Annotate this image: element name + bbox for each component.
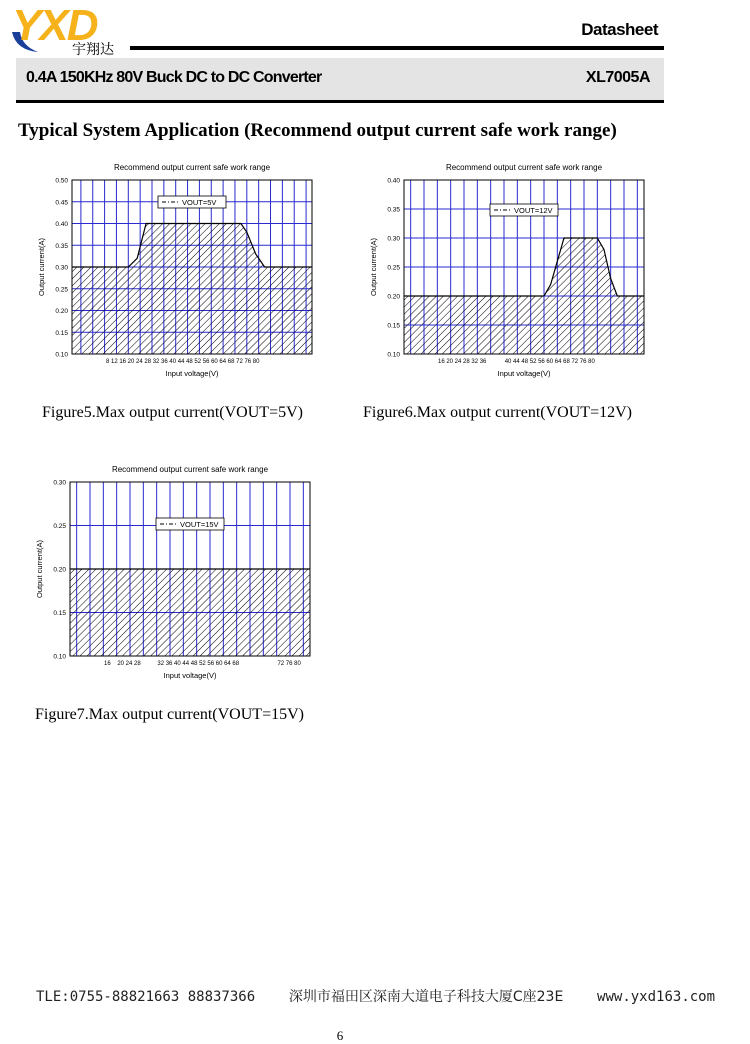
y-tick-label: 0.35 (55, 242, 68, 250)
figure6-caption: Figure6.Max output current(VOUT=12V) (363, 404, 632, 421)
figure7-caption: Figure7.Max output current(VOUT=15V) (35, 706, 304, 723)
header-rule (130, 46, 664, 50)
safe-area (70, 569, 310, 656)
y-tick-label: 0.40 (387, 177, 400, 185)
y-tick-label: 0.10 (387, 351, 400, 359)
chart-title: Recommend output current safe work range (113, 163, 271, 172)
y-tick-label: 0.35 (387, 206, 400, 214)
y-tick-label: 0.30 (387, 235, 400, 243)
y-tick-label: 0.10 (53, 653, 66, 661)
page-number: 6 (336, 1028, 344, 1043)
y-axis-label: Output current(A) (37, 238, 46, 296)
x-axis-label: Input voltage(V) (163, 671, 217, 680)
y-tick-label: 0.10 (55, 351, 68, 359)
safe-area (72, 224, 312, 355)
y-tick-label: 0.25 (387, 264, 400, 272)
y-tick-label: 0.15 (55, 329, 68, 337)
company-logo (8, 2, 138, 56)
logo-subtext: 宇翔达 (72, 42, 114, 58)
y-tick-label: 0.20 (387, 293, 400, 301)
chart-title: Recommend output current safe work range (445, 163, 603, 172)
y-tick-label: 0.40 (55, 221, 68, 228)
footer-address: 深圳市福田区深南大道电子科技大厦C座23E (288, 989, 564, 1005)
footer-phone: TLE:0755-88821663 88837366 (36, 989, 256, 1005)
doc-type-label: Datasheet (581, 20, 658, 39)
x-tick-labels: 16 20 24 28 32 36 40 44 48 52 56 60 64 68 72 76 80 (438, 359, 595, 365)
x-axis-label: Input voltage(V) (497, 369, 551, 378)
part-number: XL7005A (585, 69, 650, 86)
section-title: Typical System Application (Recommend output current safe work range) (18, 120, 617, 141)
product-title: 0.4A 150KHz 80V Buck DC to DC Converter (26, 69, 322, 86)
y-axis-label: Output current(A) (35, 540, 44, 598)
footer-website: www.yxd163.com (597, 989, 716, 1005)
logo-text: YXD (12, 2, 97, 50)
y-tick-label: 0.50 (55, 177, 68, 185)
figure5-caption: Figure5.Max output current(VOUT=5V) (42, 404, 303, 421)
x-tick-labels: 16 20 24 28 32 36 40 44 48 52 56 60 64 68 72 76 80 (104, 661, 301, 667)
y-tick-label: 0.25 (53, 523, 66, 530)
chart-title: Recommend output current safe work range (111, 465, 269, 474)
y-tick-label: 0.30 (53, 479, 66, 487)
chart-vout-12v (362, 158, 662, 388)
y-tick-label: 0.30 (55, 264, 68, 272)
y-axis-label: Output current(A) (369, 238, 378, 296)
legend-label: VOUT=15V (180, 520, 219, 529)
x-axis-label: Input voltage(V) (165, 369, 219, 378)
y-tick-label: 0.45 (55, 199, 68, 207)
y-tick-label: 0.20 (55, 308, 68, 315)
legend-label: VOUT=12V (514, 206, 553, 215)
y-tick-label: 0.20 (53, 566, 66, 574)
y-tick-label: 0.25 (55, 286, 68, 294)
footer-contact (36, 986, 715, 1006)
y-tick-label: 0.15 (53, 610, 66, 617)
logo-graphic (8, 2, 138, 58)
title-bar (16, 58, 664, 103)
chart-vout-15v (28, 460, 328, 690)
x-tick-labels: 8 12 16 20 24 28 32 36 40 44 48 52 56 60 64 68 72 76 80 (106, 359, 260, 365)
y-tick-label: 0.15 (387, 322, 400, 330)
legend-label: VOUT=5V (182, 198, 217, 207)
chart-vout-5v (30, 158, 330, 388)
